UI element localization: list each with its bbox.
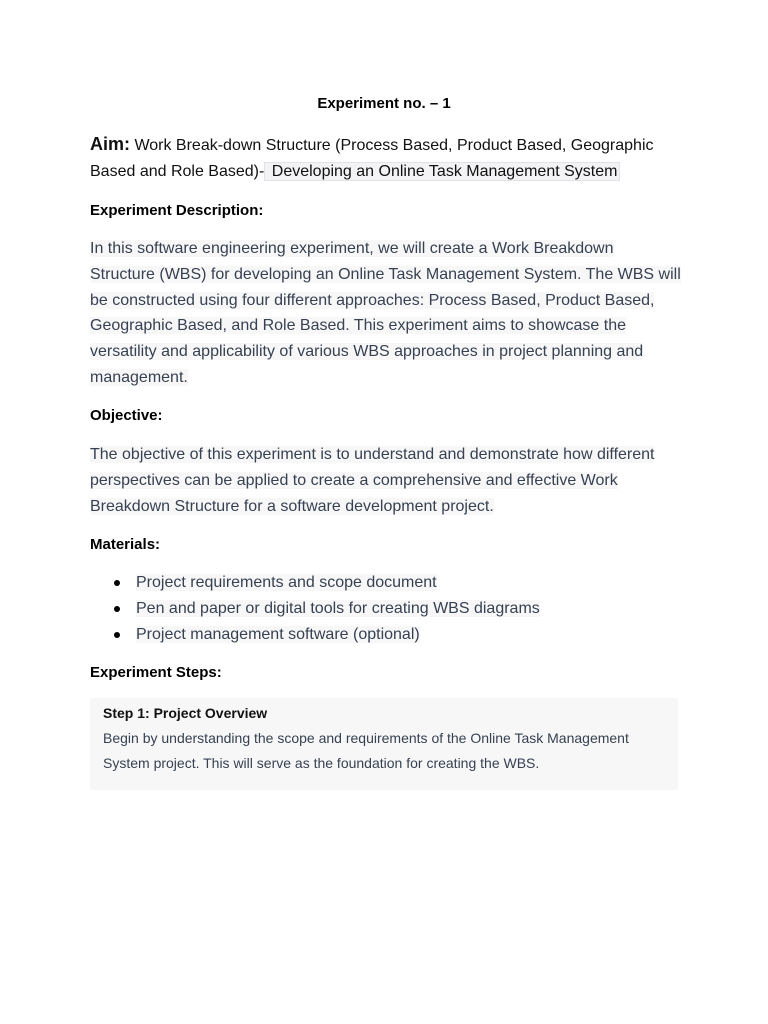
list-item: [90, 622, 680, 648]
step-text: Begin by understanding the scope and requirements of the Online Task Management System project. This will serve as the foundation for creating the WBS.: [103, 730, 629, 771]
objective-text: The objective of this experiment is to understand and demonstrate how different perspectives can be applied to create a comprehensive and effective Work Breakdown Structure for a software development project.: [90, 446, 655, 515]
aim-highlight: Developing an Online Task Management System: [264, 162, 620, 181]
steps-heading: Experiment Steps:: [90, 664, 222, 681]
list-item: [90, 570, 680, 596]
materials-list: [90, 570, 680, 648]
aim-paragraph: [90, 131, 680, 185]
description-heading: Experiment Description:: [90, 202, 264, 219]
bullet-icon: [114, 580, 120, 586]
step-box: [90, 698, 678, 790]
objective-paragraph: [90, 442, 682, 519]
list-item-text: Project management software (optional): [136, 626, 420, 643]
list-item-text: Pen and paper or digital tools for creating WBS diagrams: [136, 600, 540, 617]
aim-text: Work Break-down Structure (Process Based, Product Based, Geographic Based and Role Based)-: [90, 137, 654, 180]
page-title: Experiment no. – 1: [317, 95, 451, 112]
objective-heading: Objective:: [90, 407, 163, 424]
aim-label: Aim:: [90, 134, 130, 154]
materials-heading: Materials:: [90, 536, 161, 553]
description-paragraph: [90, 236, 682, 391]
list-item-text: Project requirements and scope document: [136, 574, 437, 591]
bullet-icon: [114, 606, 120, 612]
description-text: In this software engineering experiment, we will create a Work Breakdown Structure (WBS) for developing an Online Task Management System. The WBS will be constructed using four different approaches: Process Based, Product Based, Geographic Based, and Role Based. This experiment aims to showcase the versatility and applicability of various WBS approaches in project planning and management.: [90, 240, 681, 386]
step-title: Step 1: Project Overview: [103, 705, 268, 721]
list-item: [90, 596, 680, 622]
bullet-icon: [114, 632, 120, 638]
